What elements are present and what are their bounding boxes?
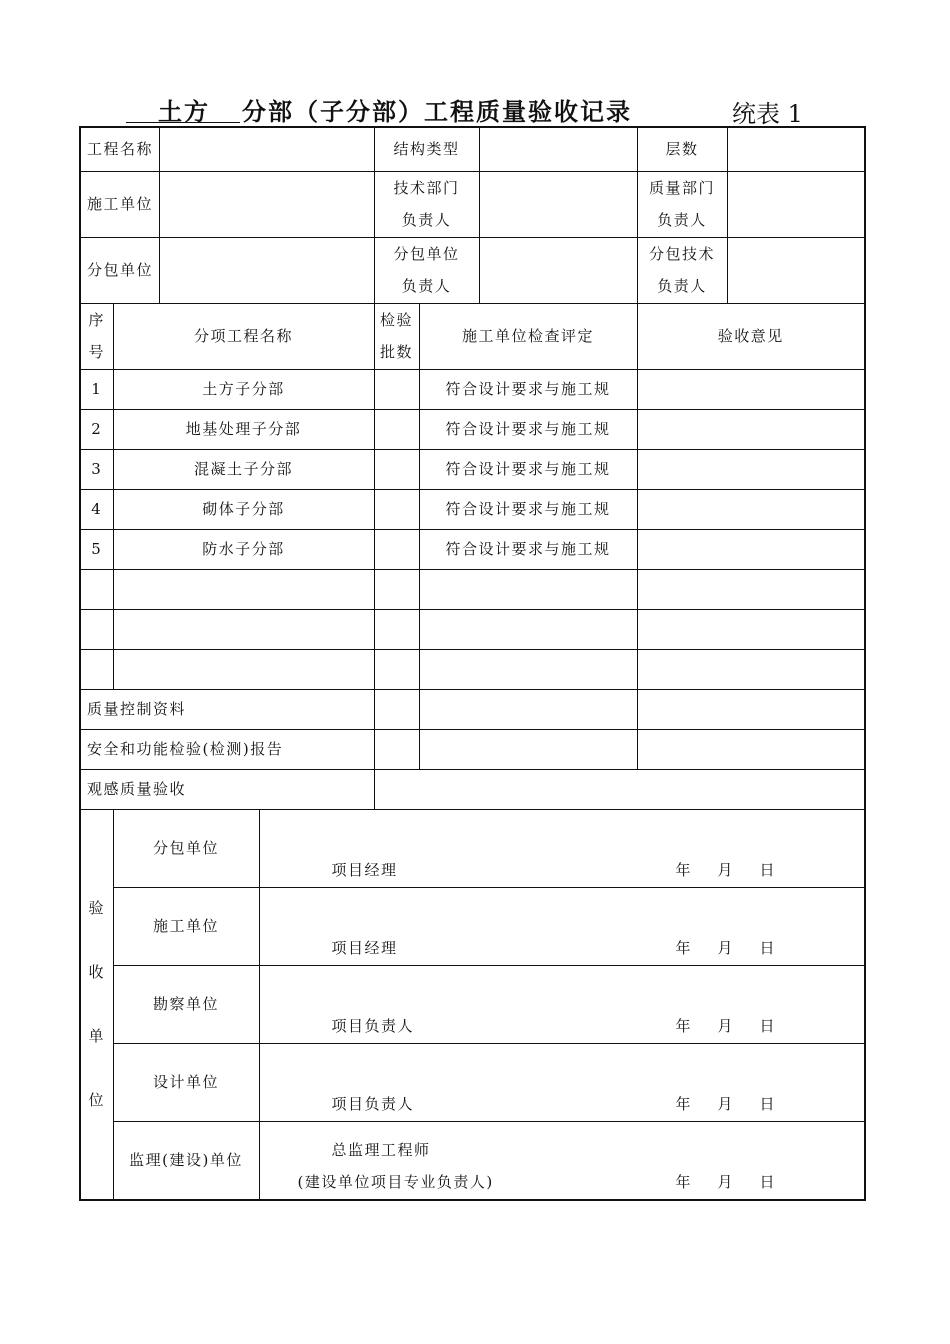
date-year: 年 (675, 860, 693, 879)
signature-area-constructor[interactable] (259, 887, 865, 965)
sub-tech-head-value[interactable] (727, 237, 865, 303)
row-opinion[interactable] (637, 369, 865, 409)
subcontractor-value[interactable] (159, 237, 374, 303)
row-check[interactable] (419, 609, 637, 649)
row-seq[interactable] (80, 609, 113, 649)
acceptance-record-table (79, 126, 866, 1201)
date-day: 日 (759, 860, 777, 879)
tech-dept-head-value[interactable] (479, 171, 637, 237)
row-check: 符合设计要求与施工规 (419, 489, 637, 529)
col-header-seq-line2: 号 (88, 343, 105, 361)
row-seq: 5 (80, 529, 113, 569)
row-item-name: 地基处理子分部 (113, 409, 374, 449)
label-sub-unit-head (374, 237, 479, 303)
signature-area-subcontractor[interactable] (259, 809, 865, 887)
date-year: 年 (675, 938, 693, 957)
signer-title-note: (建设单位项目专业负责人) (297, 1172, 494, 1191)
label-appearance-check: 观感质量验收 (80, 769, 374, 809)
date-month: 月 (717, 938, 735, 957)
label-quality-docs: 质量控制资料 (80, 689, 374, 729)
row-item-name: 防水子分部 (113, 529, 374, 569)
label-sub-unit-line1: 分包单位 (393, 245, 460, 263)
row-opinion[interactable] (637, 569, 865, 609)
date-month: 月 (717, 1094, 735, 1113)
date-year: 年 (675, 1016, 693, 1035)
label-floors: 层数 (637, 127, 727, 171)
row-batch-count[interactable] (374, 569, 419, 609)
row-opinion[interactable] (637, 529, 865, 569)
row-seq: 3 (80, 449, 113, 489)
label-tech-dept-line2: 负责人 (401, 211, 452, 229)
col-header-item-name: 分项工程名称 (113, 303, 374, 369)
row-seq: 4 (80, 489, 113, 529)
col-header-opinion: 验收意见 (637, 303, 865, 369)
document-title (80, 90, 864, 130)
row-batch-count[interactable] (374, 489, 419, 529)
row-batch-count[interactable] (374, 649, 419, 689)
table-row (80, 369, 865, 409)
label-sub-tech-line1: 分包技术 (649, 245, 716, 263)
label-project-name: 工程名称 (80, 127, 159, 171)
col-header-batch-line1: 检验 (380, 311, 414, 329)
safety-report-count[interactable] (374, 729, 419, 769)
row-opinion[interactable] (637, 609, 865, 649)
row-batch-count[interactable] (374, 609, 419, 649)
signature-area-supervisor[interactable] (259, 1121, 865, 1200)
row-item-name: 砌体子分部 (113, 489, 374, 529)
title-main: 分部（子分部）工程质量验收记录 (242, 97, 632, 126)
row-batch-count[interactable] (374, 369, 419, 409)
safety-report-check[interactable] (419, 729, 637, 769)
label-sub-unit-line2: 负责人 (401, 277, 452, 295)
signer-title: 总监理工程师 (331, 1140, 431, 1159)
acceptance-units-label (80, 809, 113, 1200)
signature-area-design[interactable] (259, 1043, 865, 1121)
vertical-char: 位 (88, 1091, 105, 1109)
label-tech-dept-line1: 技术部门 (393, 179, 460, 197)
appearance-check-value[interactable] (374, 769, 865, 809)
table-row (80, 489, 865, 529)
table-row-empty (80, 569, 865, 609)
row-batch-count[interactable] (374, 409, 419, 449)
floors-value[interactable] (727, 127, 865, 171)
safety-report-opinion[interactable] (637, 729, 865, 769)
row-batch-count[interactable] (374, 529, 419, 569)
row-item-name: 混凝土子分部 (113, 449, 374, 489)
unit-name-design: 设计单位 (113, 1043, 259, 1121)
col-header-batch-line2: 批数 (380, 343, 414, 361)
row-check: 符合设计要求与施工规 (419, 409, 637, 449)
row-item-name: 土方子分部 (113, 369, 374, 409)
unit-name-subcontractor: 分包单位 (113, 809, 259, 887)
label-safety-report: 安全和功能检验(检测)报告 (80, 729, 374, 769)
row-check: 符合设计要求与施工规 (419, 449, 637, 489)
row-check[interactable] (419, 649, 637, 689)
vertical-char: 单 (88, 1027, 105, 1045)
vertical-char: 验 (88, 899, 105, 917)
label-structure-type: 结构类型 (374, 127, 479, 171)
col-header-batch-count (374, 303, 419, 369)
row-check[interactable] (419, 569, 637, 609)
col-header-seq (80, 303, 113, 369)
signer-title: 项目经理 (331, 860, 398, 879)
row-item-name[interactable] (113, 569, 374, 609)
signer-title: 项目负责人 (331, 1016, 415, 1035)
col-header-seq-line1: 序 (88, 311, 105, 329)
date-year: 年 (675, 1172, 693, 1191)
row-check: 符合设计要求与施工规 (419, 529, 637, 569)
signer-title: 项目经理 (331, 938, 398, 957)
signature-area-survey[interactable] (259, 965, 865, 1043)
table-number: 统表 1 (732, 100, 803, 128)
row-batch-count[interactable] (374, 449, 419, 489)
date-month: 月 (717, 860, 735, 879)
row-seq: 2 (80, 409, 113, 449)
quality-docs-count[interactable] (374, 689, 419, 729)
date-month: 月 (717, 1016, 735, 1035)
title-subject: 土方 (158, 97, 210, 126)
label-constructor: 施工单位 (80, 171, 159, 237)
col-header-check: 施工单位检查评定 (419, 303, 637, 369)
vertical-char: 收 (88, 963, 105, 981)
label-quality-dept-line2: 负责人 (657, 211, 707, 229)
date-month: 月 (717, 1172, 735, 1191)
structure-type-value[interactable] (479, 127, 637, 171)
row-item-name[interactable] (113, 649, 374, 689)
unit-name-constructor: 施工单位 (113, 887, 259, 965)
table-row (80, 409, 865, 449)
sub-unit-head-value[interactable] (479, 237, 637, 303)
row-check: 符合设计要求与施工规 (419, 369, 637, 409)
label-quality-dept-head (637, 171, 727, 237)
quality-docs-opinion[interactable] (637, 689, 865, 729)
constructor-value[interactable] (159, 171, 374, 237)
unit-name-survey: 勘察单位 (113, 965, 259, 1043)
row-seq[interactable] (80, 649, 113, 689)
label-tech-dept-head (374, 171, 479, 237)
table-row (80, 529, 865, 569)
label-sub-tech-head (637, 237, 727, 303)
row-seq[interactable] (80, 569, 113, 609)
date-day: 日 (759, 1172, 777, 1191)
row-opinion[interactable] (637, 649, 865, 689)
project-name-value[interactable] (159, 127, 374, 171)
quality-docs-check[interactable] (419, 689, 637, 729)
date-day: 日 (759, 938, 777, 957)
table-row-empty (80, 649, 865, 689)
date-year: 年 (675, 1094, 693, 1113)
row-item-name[interactable] (113, 609, 374, 649)
row-seq: 1 (80, 369, 113, 409)
table-row-empty (80, 609, 865, 649)
row-opinion[interactable] (637, 489, 865, 529)
date-day: 日 (759, 1016, 777, 1035)
quality-dept-head-value[interactable] (727, 171, 865, 237)
row-opinion[interactable] (637, 409, 865, 449)
label-sub-tech-line2: 负责人 (657, 277, 707, 295)
table-row (80, 449, 865, 489)
unit-name-supervisor: 监理(建设)单位 (113, 1121, 259, 1200)
label-quality-dept-line1: 质量部门 (649, 179, 716, 197)
row-opinion[interactable] (637, 449, 865, 489)
date-day: 日 (759, 1094, 777, 1113)
label-subcontractor: 分包单位 (80, 237, 159, 303)
signer-title: 项目负责人 (331, 1094, 415, 1113)
